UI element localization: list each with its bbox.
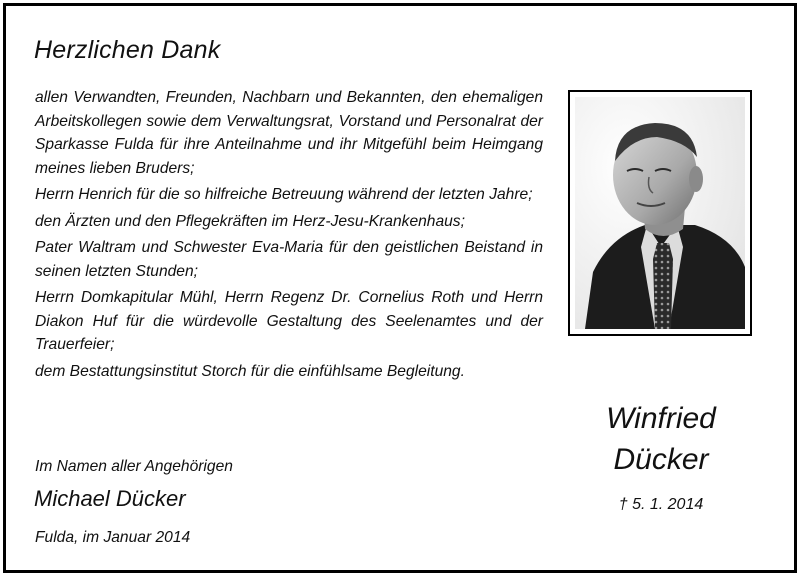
thanks-text (35, 86, 543, 386)
obituary-card (3, 3, 797, 573)
portrait-photo (568, 90, 752, 336)
place-date: Fulda, im Januar 2014 (35, 529, 191, 546)
thanks-paragraph: den Ärzten und den Pflegekräften im Herz-Jesu-Krankenhaus; (35, 212, 465, 230)
thanks-paragraph: Herrn Domkapitular Mühl, Herrn Regenz Dr. Cornelius Roth und Herrn Diakon Huf für die würdevolle Gestaltung des Seelenamtes und der Trauerfeier; (35, 289, 543, 353)
death-date: † 5. 1. 2014 (618, 496, 704, 513)
deceased-first-name: Winfried (606, 402, 716, 435)
thanks-paragraph: dem Bestattungsinstitut Storch für die einfühlsame Begleitung. (35, 362, 465, 380)
heading: Herzlichen Dank (34, 36, 221, 64)
deceased-last-name: Dücker (613, 443, 709, 476)
greeting: Im Namen aller Angehörigen (35, 458, 233, 475)
thanks-paragraph: Herrn Henrich für die so hilfreiche Betreuung während der letzten Jahre; (35, 186, 533, 203)
thanks-paragraph: allen Verwandten, Freunden, Nachbarn und Bekannten, den ehemaligen Arbeitskollegen sowie dem Verwaltungsrat, Vorstand und Personalrat der Sparkasse Fulda für ihre Anteilnahme und ihr Mitgefühl beim Heimgang meines lieben Bruders; (35, 89, 543, 177)
thanks-paragraph: Pater Waltram und Schwester Eva-Maria für den geistlichen Beistand in seinen letzten Stunden; (35, 239, 543, 280)
portrait-icon (575, 97, 745, 329)
signer-name: Michael Dücker (34, 486, 186, 511)
